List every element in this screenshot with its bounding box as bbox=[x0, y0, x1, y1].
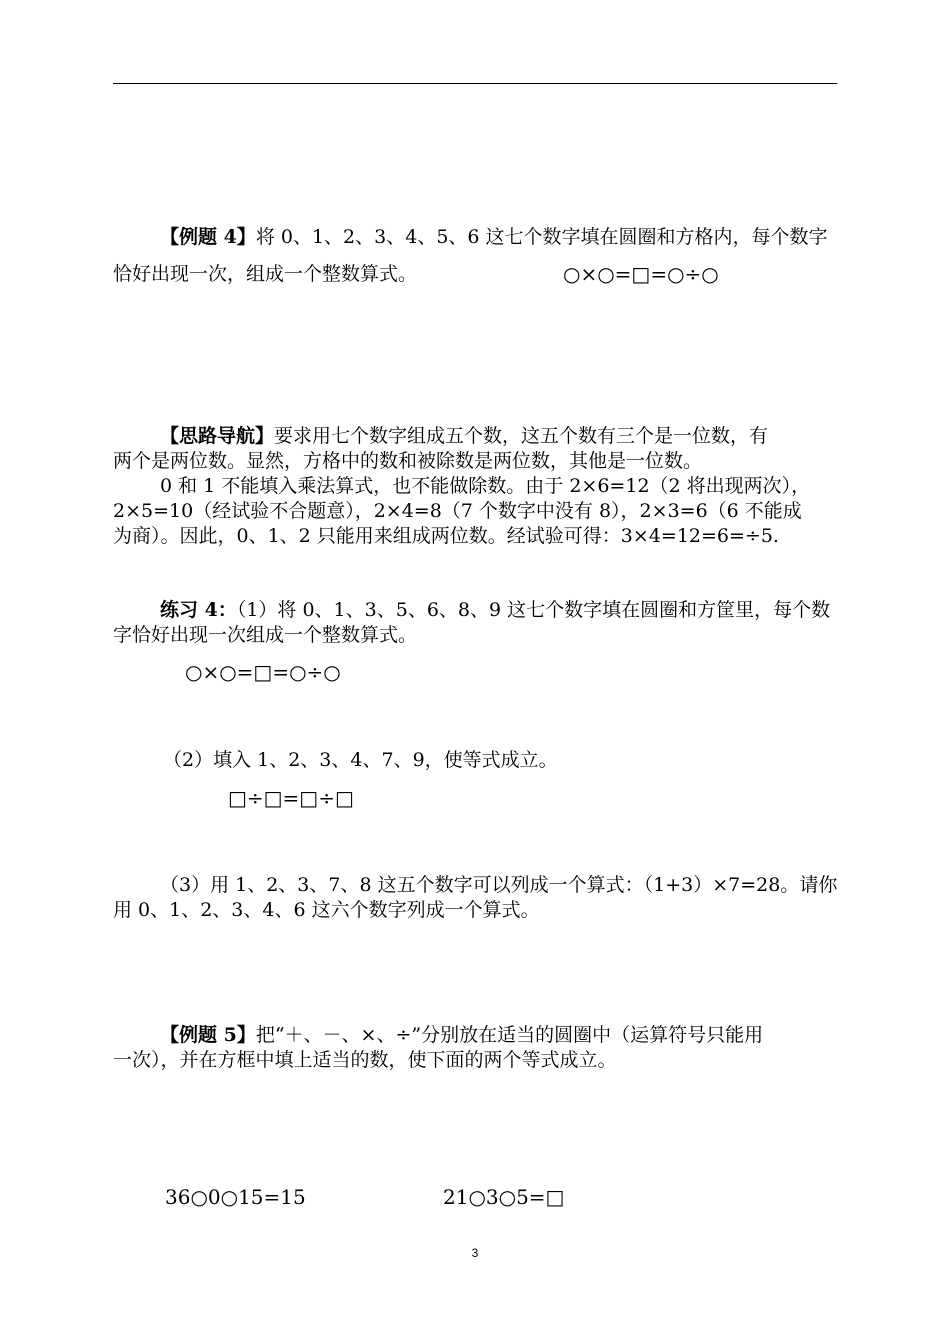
header-rule bbox=[113, 83, 837, 84]
practice4-text1: （1）将 0、1、3、5、6、8、9 这七个数字填在圆圈和方筐里，每个数 bbox=[236, 599, 831, 621]
practice4-formula2: □÷□=□÷□ bbox=[228, 786, 354, 810]
practice4-part2: （2）填入 1、2、3、4、7、9，使等式成立。 bbox=[163, 749, 558, 771]
hint-label: 【思路导航】 bbox=[160, 425, 275, 447]
example5-line2: 一次），并在方框中填上适当的数，使下面的两个等式成立。 bbox=[113, 1049, 617, 1071]
hint-text1: 要求用七个数字组成五个数，这五个数有三个是一位数，有 bbox=[274, 425, 769, 447]
example5-line1 bbox=[160, 1023, 763, 1047]
example4-line1 bbox=[160, 225, 828, 249]
hint-line4: 2×5=10（经试验不合题意），2×4=8（7 个数字中没有 8），2×3=6（6 不能成 bbox=[113, 500, 802, 522]
practice4-part3-line2: 用 0、1、2、3、4、6 这六个数字列成一个算式。 bbox=[113, 899, 540, 921]
example4-line2: 恰好出现一次，组成一个整数算式。 bbox=[113, 263, 418, 285]
example5-text1: 把“＋、－、×、÷”分别放在适当的圆圈中（运算符号只能用 bbox=[255, 1024, 764, 1046]
example5-equation1: 36○0○15=15 bbox=[165, 1185, 306, 1209]
hint-line3: 0 和 1 不能填入乘法算式，也不能做除数。由于 2×6=12（2 将出现两次）， bbox=[160, 475, 811, 497]
hint-line5: 为商）。因此，0、1、2 只能用来组成两位数。经试验可得：3×4=12=6=÷5. bbox=[113, 525, 779, 547]
example5-equation2: 21○3○5=□ bbox=[443, 1185, 565, 1209]
practice4-line2: 字恰好出现一次组成一个整数算式。 bbox=[113, 624, 418, 646]
practice4-formula1: ○×○=□=○÷○ bbox=[185, 660, 341, 684]
hint-line2: 两个是两位数。显然，方格中的数和被除数是两位数，其他是一位数。 bbox=[113, 450, 703, 472]
hint-line1 bbox=[160, 424, 768, 448]
example4-label: 【例题 4】 bbox=[160, 226, 256, 248]
example5-label: 【例题 5】 bbox=[160, 1024, 256, 1046]
example4-formula: ○×○=□=○÷○ bbox=[563, 262, 719, 286]
practice4-part3-line1: （3）用 1、2、3、7、8 这五个数字可以列成一个算式：（1+3）×7=28。请你 bbox=[160, 874, 838, 896]
practice4-label: 练习 4： bbox=[160, 599, 237, 621]
practice4-line1 bbox=[160, 598, 830, 622]
page-number: 3 bbox=[471, 1246, 479, 1260]
example4-text1: 将 0、1、2、3、4、5、6 这七个数字填在圆圈和方格内，每个数字 bbox=[255, 226, 828, 248]
